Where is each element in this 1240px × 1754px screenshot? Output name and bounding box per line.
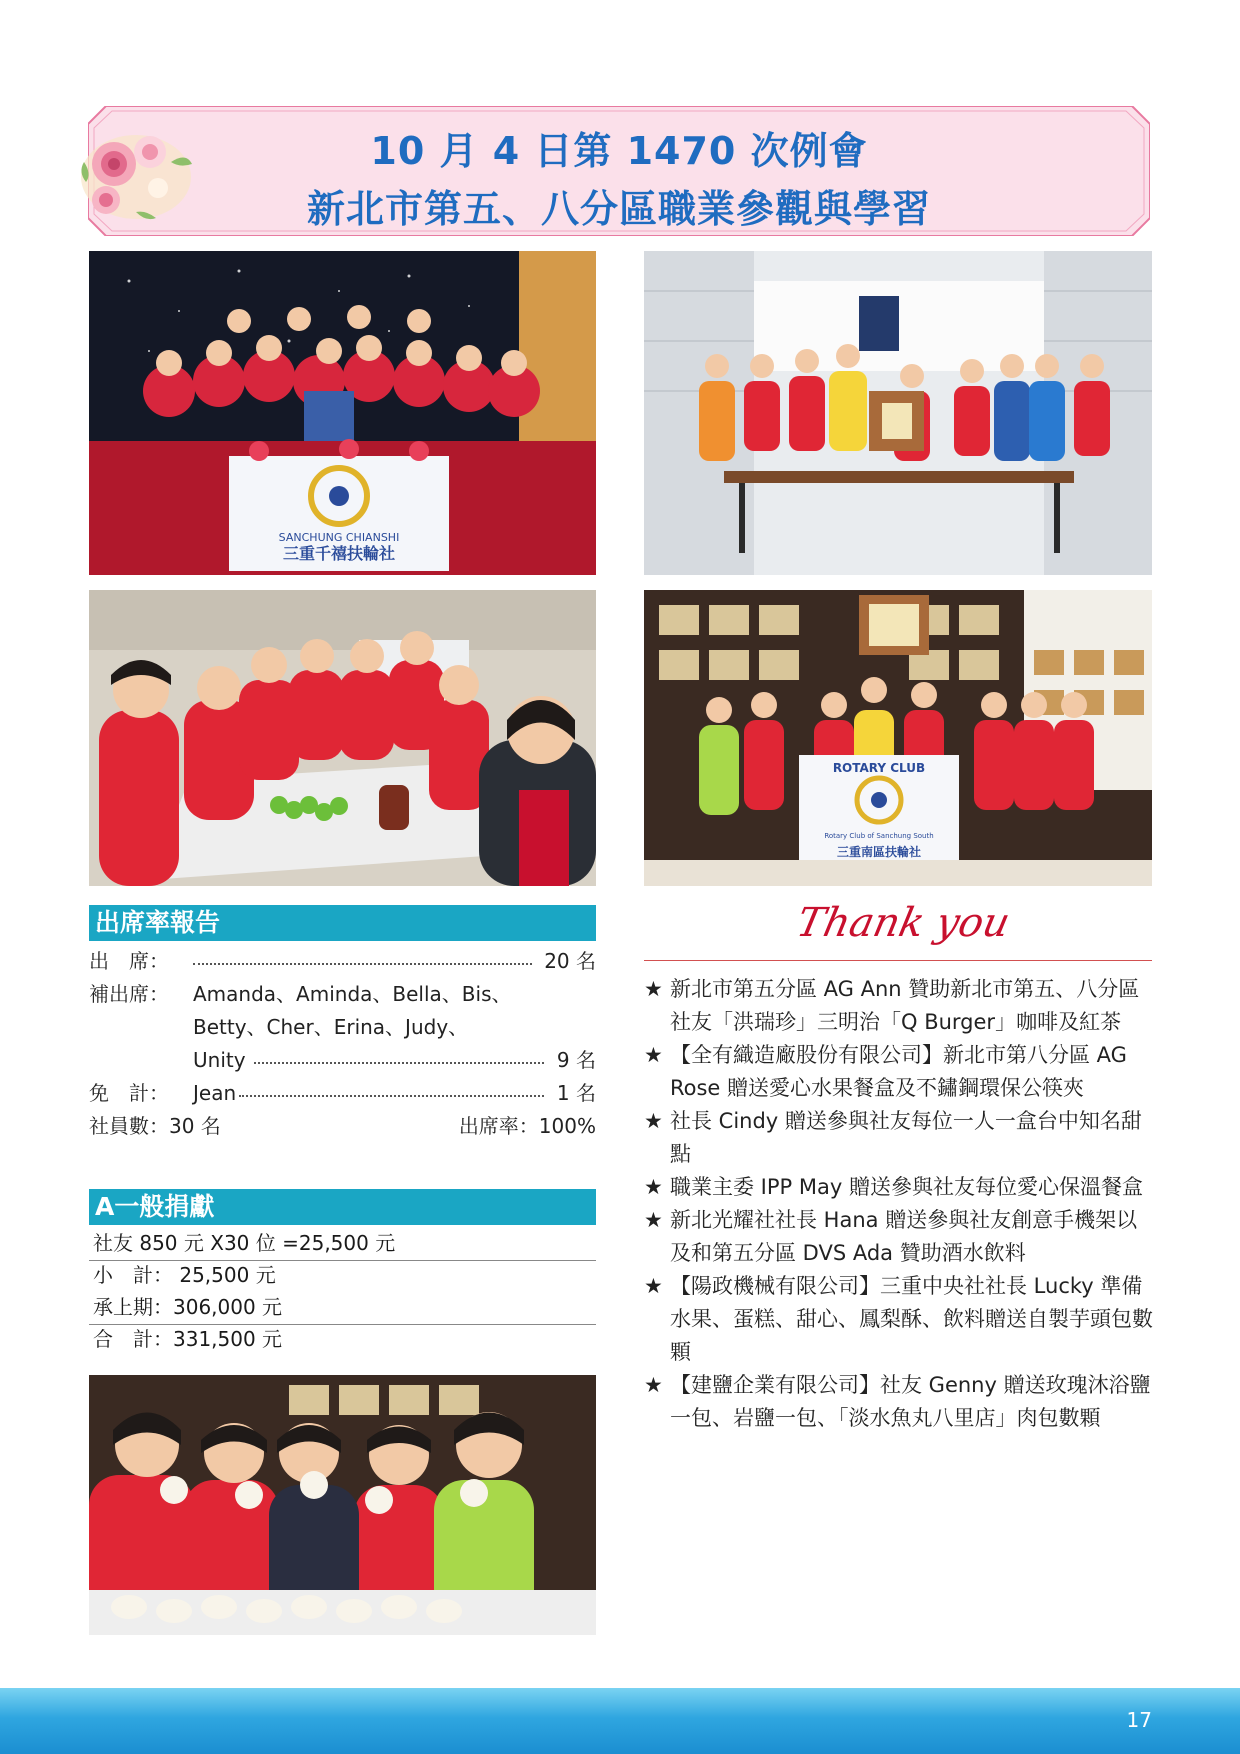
donation-row: 合 計：331,500 元 bbox=[93, 1327, 283, 1351]
attendance-row-present: 出 席： 20 名 bbox=[89, 949, 596, 973]
thank-you-underline bbox=[644, 960, 1152, 961]
donation-table bbox=[89, 1227, 596, 1357]
banner-text-chinese: 三重千禧扶輪社 bbox=[282, 544, 396, 563]
donation-row: 社友 850 元 X30 位 =25,500 元 bbox=[93, 1231, 396, 1255]
rose-decoration-icon bbox=[76, 122, 196, 227]
banner-text-club-english: Rotary Club of Sanchung South bbox=[824, 832, 934, 840]
star-icon: ★ bbox=[644, 1274, 663, 1298]
donation-header: A一般捐獻 bbox=[89, 1189, 596, 1225]
attendance-row-makeup-end: Unity 9 名 bbox=[193, 1048, 596, 1072]
title-banner bbox=[88, 106, 1150, 236]
page-footer bbox=[0, 1688, 1240, 1754]
star-icon: ★ bbox=[644, 1175, 663, 1199]
photo-group-stage bbox=[89, 251, 596, 575]
star-icon: ★ bbox=[644, 1109, 663, 1133]
list-item: ★ 職業主委 IPP May 贈送參與社友每位愛心保溫餐盒 bbox=[644, 1171, 1154, 1204]
list-item: ★ 新北市第五分區 AG Ann 贊助新北市第五、八分區社友「洪瑞珍」三明治「Q Burger」咖啡及紅茶 bbox=[644, 973, 1154, 1039]
donation-row: 承上期：306,000 元 bbox=[93, 1295, 283, 1319]
attendance-row-makeup-cont: Betty、Cher、Erina、Judy、 bbox=[193, 1015, 469, 1039]
thank-you-heading: Thank you bbox=[792, 900, 1014, 946]
thank-you-list bbox=[644, 973, 1154, 1435]
page-number: 17 bbox=[1126, 1708, 1152, 1732]
meeting-subtitle: 新北市第五、八分區職業參觀與學習 bbox=[306, 187, 931, 231]
star-icon: ★ bbox=[644, 1043, 663, 1067]
star-icon: ★ bbox=[644, 1208, 663, 1232]
star-icon: ★ bbox=[644, 977, 663, 1001]
attendance-row-exempt: 免 計： Jean 1 名 bbox=[89, 1081, 596, 1105]
list-item: ★ 【陽政機械有限公司】三重中央社社長 Lucky 準備水果、蛋糕、甜心、鳳梨酥、飲料贈送自製芋頭包數顆 bbox=[644, 1270, 1154, 1369]
attendance-row-makeup: 補出席： Amanda、Aminda、Bella、Bis、 bbox=[89, 982, 512, 1006]
list-item: ★ 新北光耀社社長 Hana 贈送參與社友創意手機架以及和第五分區 DVS Ada 贊助酒水飲料 bbox=[644, 1204, 1154, 1270]
banner-text-rotary: ROTARY CLUB bbox=[832, 761, 926, 775]
photo-steamed-buns bbox=[89, 1375, 596, 1635]
banner-text-club-chinese: 三重南區扶輪社 bbox=[836, 845, 922, 859]
dot-leader bbox=[254, 1062, 544, 1064]
dot-leader bbox=[239, 1095, 544, 1097]
banner-text-english: SANCHUNG CHIANSHI bbox=[278, 531, 400, 544]
list-item: ★ 【建鹽企業有限公司】社友 Genny 贈送玫瑰沐浴鹽一包、岩鹽一包、「淡水魚丸八里店」肉包數顆 bbox=[644, 1369, 1154, 1435]
attendance-header: 出席率報告 bbox=[89, 905, 596, 941]
attendance-rate: 出席率：100% bbox=[458, 1114, 596, 1138]
dot-leader bbox=[193, 963, 532, 965]
attendance-row-summary bbox=[89, 1110, 596, 1142]
donation-row: 小 計： 25,500 元 bbox=[93, 1263, 276, 1287]
attendance-report bbox=[89, 945, 596, 1145]
member-count: 社員數：30 名 bbox=[89, 1114, 221, 1138]
star-icon: ★ bbox=[644, 1373, 663, 1397]
list-item: ★ 【全有織造廠股份有限公司】新北市第八分區 AG Rose 贈送愛心水果餐盒及不鏽鋼環保公筷夾 bbox=[644, 1039, 1154, 1105]
list-item: ★ 社長 Cindy 贈送參與社友每位一人一盒台中知名甜點 bbox=[644, 1105, 1154, 1171]
photo-factory-group bbox=[644, 251, 1152, 575]
meeting-title: 10 月 4 日第 1470 次例會 bbox=[370, 129, 868, 173]
photo-meeting-room bbox=[89, 590, 596, 886]
photo-rotary-south-group bbox=[644, 590, 1152, 886]
